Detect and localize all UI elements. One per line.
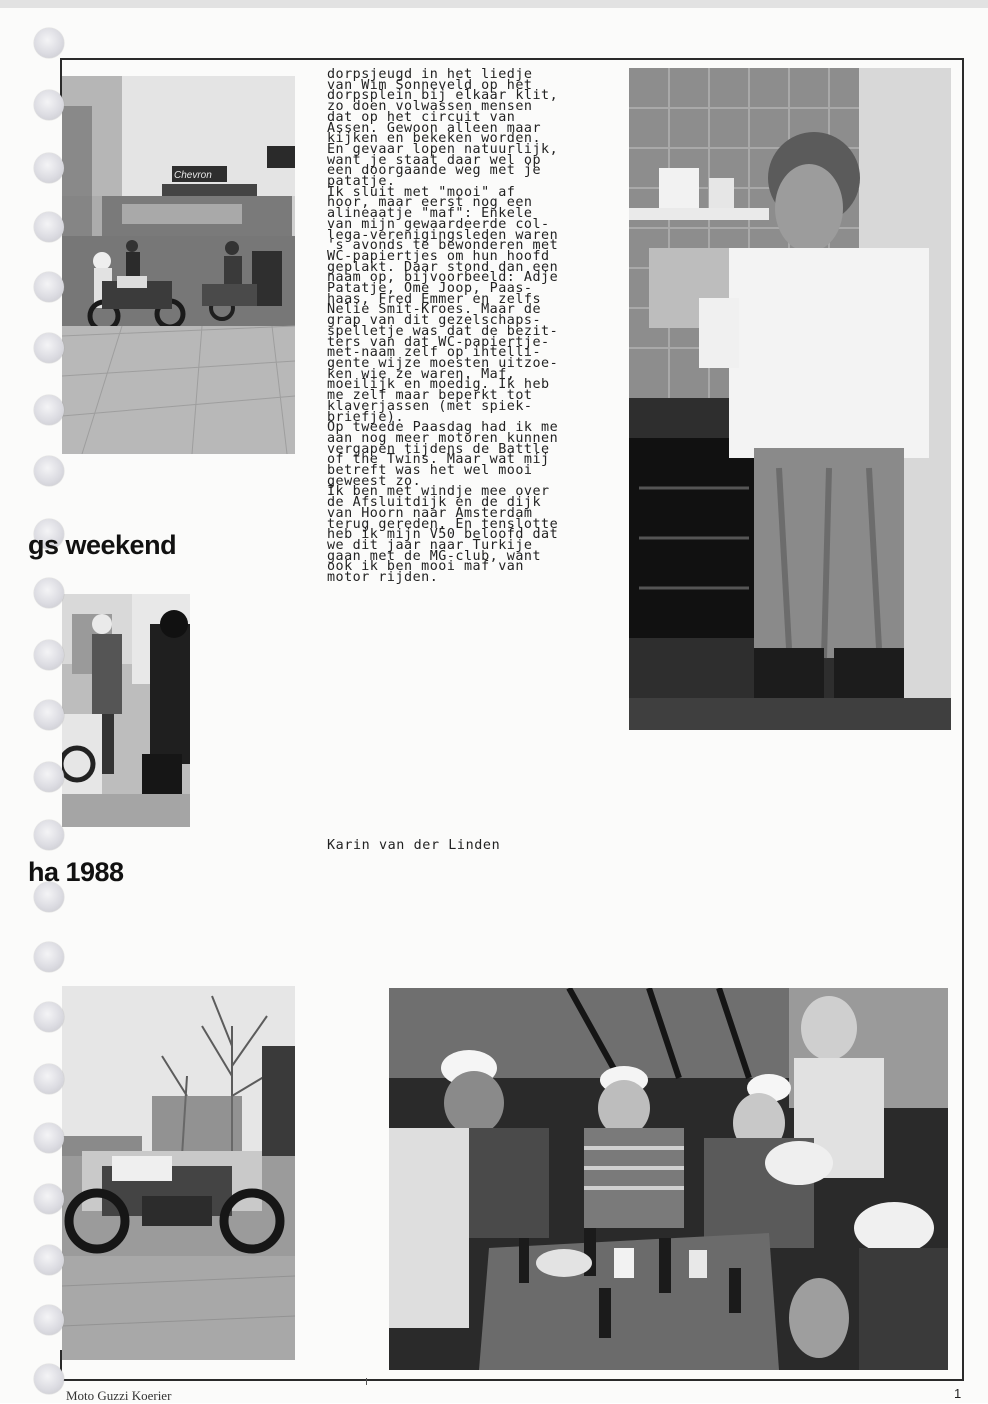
article-line: En gevaar lopen natuurlijk, xyxy=(327,141,559,157)
article-line: gaan met de MG-club, want xyxy=(327,548,542,564)
article-line: Ik ben met windje mee over xyxy=(327,484,550,500)
article-line: Patatje, Ome Joop, Paas- xyxy=(327,281,533,297)
article-line: spelletje was dat de bezit- xyxy=(327,323,559,339)
article-line: aan nog meer motoren kunnen xyxy=(327,430,559,446)
article-line: ook ik ben mooi maf van xyxy=(327,559,524,575)
article-line: vergapen tijdens de Battle xyxy=(327,441,550,457)
article-line: naam op, bijvoorbeeld: Adje xyxy=(327,270,559,286)
binder-hole xyxy=(34,1245,64,1275)
article-line: klaverjassen (met spiek- xyxy=(327,398,533,414)
article-line: Nelie Smit-Kroes. Maar de xyxy=(327,302,542,318)
article-line: patatje. xyxy=(327,174,396,190)
frame-right-rule xyxy=(962,58,964,1380)
binder-hole xyxy=(34,820,64,850)
article-line: WC-papiertjes om hun hoofd xyxy=(327,248,550,264)
article-line: alineaatje "maf": Enkele xyxy=(327,206,533,222)
article-line: 's avonds te bewonderen met xyxy=(327,238,559,254)
article-line: gente wijze moesten uitzoe- xyxy=(327,355,559,371)
binder-hole xyxy=(34,456,64,486)
article-line: heb ik mijn V50 beloofd dat xyxy=(327,527,559,543)
article-line: Assen. Gewoon alleen maar xyxy=(327,120,542,136)
article-line: Ik sluit met "mooi" af xyxy=(327,184,516,200)
article-line: ken wie ze waren. Maf, xyxy=(327,366,516,382)
article-line: geweest zo. xyxy=(327,473,422,489)
frame-bottom-rule xyxy=(60,1379,964,1381)
binder-hole xyxy=(34,90,64,120)
article-line: dorpsplein bij elkaar klit, xyxy=(327,88,559,104)
footer-tick xyxy=(366,1378,367,1385)
article-line: dorpsjeugd in het liedje xyxy=(327,67,533,82)
scan-top-edge xyxy=(0,0,988,8)
headline-weekend: gs weekend xyxy=(28,530,177,560)
photo-riders-in-leathers xyxy=(62,594,190,827)
article-line: ters van dat WC-papiertje- xyxy=(327,334,550,350)
binder-hole xyxy=(34,212,64,242)
article-line: dat op het circuit van xyxy=(327,109,516,125)
footer-publication: Moto Guzzi Koerier xyxy=(66,1388,172,1403)
article-line: hoor, maar eerst nog een xyxy=(327,195,533,211)
binder-hole xyxy=(34,578,64,608)
article-line: van mijn gewaardeerde col- xyxy=(327,216,550,232)
binder-hole xyxy=(34,1064,64,1094)
article-line: van Hoorn naar Amsterdam xyxy=(327,505,533,521)
article-line: grap van dit gezelschaps- xyxy=(327,313,542,329)
article-line: een doorgaande weg met je xyxy=(327,163,542,179)
binder-hole xyxy=(34,640,64,670)
article-line: we dit jaar naar Turkije xyxy=(327,537,533,553)
photo-gas-station-motorcycles xyxy=(62,76,295,454)
binder-hole xyxy=(34,942,64,972)
binder-hole xyxy=(34,153,64,183)
frame-top-rule xyxy=(60,58,964,60)
article-line: de Afsluitdijk en de dijk xyxy=(327,495,542,511)
article-author: Karin van der Linden xyxy=(327,838,501,853)
headline-year: ha 1988 xyxy=(28,857,124,887)
article-line: van Wim Sonneveld op het xyxy=(327,77,533,93)
binder-hole xyxy=(34,700,64,730)
binder-hole xyxy=(34,762,64,792)
binder-hole xyxy=(34,333,64,363)
binder-hole xyxy=(34,1184,64,1214)
article-line: zo doen volwassen mensen xyxy=(327,99,533,115)
article-line: geplakt. Daar stond dan een xyxy=(327,259,559,275)
article-line: of the Twins. Maar wat mij xyxy=(327,452,550,468)
article-line: kijken en bekeken worden. xyxy=(327,131,542,147)
article-line: terug gereden. En tenslotte xyxy=(327,516,559,532)
binder-hole xyxy=(34,395,64,425)
article-line: me zelf maar beperkt tot xyxy=(327,388,533,404)
photo-boy-dirty-clothes xyxy=(629,68,951,730)
binder-hole xyxy=(34,1305,64,1335)
photo-motorcycle-trees xyxy=(62,986,295,1360)
binder-hole xyxy=(34,1364,64,1394)
chevron-sign-text: Chevron xyxy=(174,170,212,181)
photo-party-paper-hats xyxy=(389,988,948,1370)
binder-hole xyxy=(34,1123,64,1153)
article-line: betreft was het wel mooi xyxy=(327,463,533,479)
footer-page-number: 1 xyxy=(954,1386,962,1401)
article-line: want je staat daar wel op xyxy=(327,152,542,168)
binder-hole xyxy=(34,28,64,58)
binder-hole xyxy=(34,272,64,302)
article-body xyxy=(327,67,603,586)
article-line: lega-verenigingsleden waren xyxy=(327,227,559,243)
article-line: Op tweede Paasdag had ik me xyxy=(327,420,559,436)
article-line: motor rijden. xyxy=(327,570,439,586)
article-line: moeilijk en moedig. Ik heb xyxy=(327,377,550,393)
article-line: briefje). xyxy=(327,409,405,425)
article-line: met-naam zelf op intelli- xyxy=(327,345,542,361)
article-line: haas, Fred Emmer en zelfs xyxy=(327,291,542,307)
binder-hole xyxy=(34,1002,64,1032)
